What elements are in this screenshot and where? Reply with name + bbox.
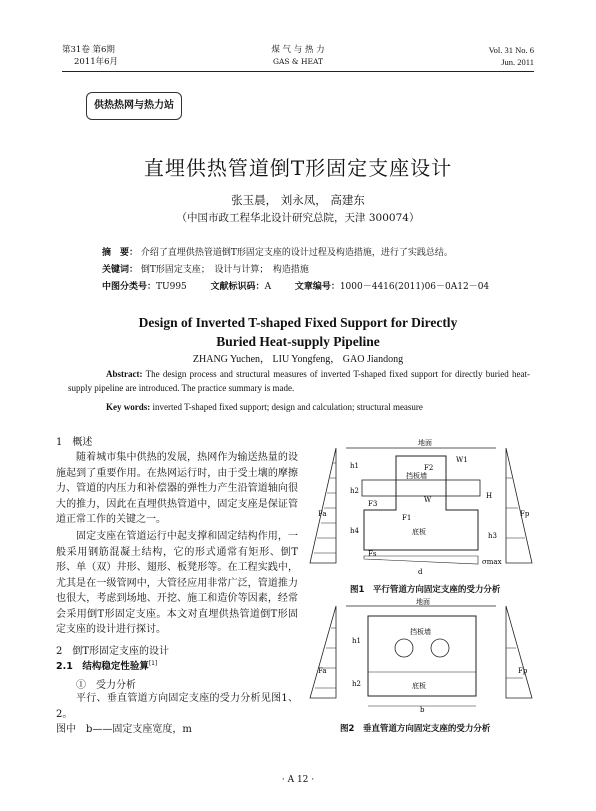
page-number: · A 12 · (281, 775, 315, 785)
figure-1-diagram (306, 438, 546, 580)
fig1-wall-label: 挡板墙 (406, 472, 427, 480)
clc-value: TU995 (156, 282, 187, 292)
keywords-cn-label: 关键词： (102, 265, 139, 275)
volume-en: Vol. 31 No. 6 (488, 45, 534, 55)
section-2-1-paragraph: 平行、垂直管道方向固定支座的受力分析见图1、2。 (56, 693, 298, 720)
legend-b: 图中 b——固定支座宽度，m (56, 724, 192, 735)
keywords-en-label: Key words: (106, 402, 151, 412)
fig2-base-label: 底板 (412, 682, 426, 690)
fig1-label-W: W (424, 496, 432, 504)
title-en-line-2: Buried Heat-supply Pipeline (216, 334, 380, 349)
journal-title-cn: 煤 气 与 热 力 (271, 45, 325, 55)
fig1-label-h3: h3 (488, 532, 497, 540)
journal-title-en: GAS & HEAT (272, 57, 323, 66)
fig2-wall-label: 挡板墙 (410, 628, 431, 636)
abstract-en-text: The design process and structural measures of inverted T-shaped fixed support for directly buried heat-supply pipeline are introduced. The practice summary is made. (68, 369, 530, 393)
doc-code-label: 文献标识码： (210, 282, 265, 292)
fig2-label-Fp: Fp (518, 667, 528, 675)
fig1-label-h1: h1 (350, 462, 359, 470)
fig1-label-sigma: σmax (482, 558, 502, 566)
keywords-en (106, 402, 423, 412)
fig1-label-Fa-left: Fa (318, 510, 327, 518)
keywords-en-text: inverted T-shaped fixed support; design and calculation; structural measure (152, 402, 423, 412)
fig1-label-h4: h4 (350, 527, 359, 535)
fig1-label-Fp-right: Fp (520, 510, 530, 518)
fig1-label-F3: F3 (368, 500, 378, 508)
classification-line (102, 280, 489, 294)
citation-ref: [1] (148, 659, 158, 667)
affiliation-cn: （中国市政工程华北设计研究总院，天津 300074） (176, 212, 420, 224)
fig2-label-Fa: Fa (318, 667, 327, 675)
fig1-label-F1: F1 (402, 514, 412, 522)
date-en: Jun. 2011 (501, 57, 534, 67)
doc-code-value: A (264, 282, 272, 292)
figure-2-diagram (306, 598, 546, 716)
title-en (0, 313, 596, 351)
issue-date: 2011年6月 (74, 57, 119, 67)
header-rule (62, 71, 534, 72)
section-2-1-title: 2.1 结构稳定性验算 (56, 661, 149, 672)
running-header-right (489, 44, 534, 68)
figure-2-caption: 图2 垂直管道方向固定支座的受力分析 (340, 724, 491, 734)
fig1-label-W1: W1 (456, 456, 468, 464)
title-en-line-1: Design of Inverted T-shaped Fixed Support for Directly (138, 315, 458, 330)
keywords-cn (102, 263, 309, 277)
fig1-label-h2: h2 (350, 487, 359, 495)
figure-1-caption: 图1 平行管道方向固定支座的受力分析 (350, 585, 501, 595)
clc-label: 中图分类号： (102, 282, 157, 292)
fig2-ground-label: 地面 (416, 598, 430, 606)
force-analysis-item: ① 受力分析 (76, 680, 136, 691)
section-1-heading: 1 概述 (56, 437, 93, 448)
authors-cn: 张玉晨， 刘永凤， 高建东 (231, 193, 365, 207)
section-1-paragraph-1: 随着城市集中供热的发展，热网作为输送热量的设施起到了重要作用。在热网运行时，由于受土壤的摩擦力、管道的内压力和补偿器的弹性力产生沿管道轴向很大的推力，因此在直埋供热管道中，固定支座是保证管道正常工作的关键之一。 (56, 452, 298, 525)
keywords-cn-text: 倒T形固定支座； 设计与计算； 构造措施 (140, 265, 309, 275)
title-cn: 直埋供热管道倒T形固定支座设计 (143, 156, 453, 180)
abstract-en-label: Abstract: (106, 369, 143, 379)
fig1-label-H: H (486, 492, 493, 500)
abstract-en (68, 367, 530, 395)
authors-en: ZHANG Yuchen， LIU Yongfeng， GAO Jiandong (192, 354, 404, 365)
fig1-label-F2: F2 (424, 464, 434, 472)
article-no-value: 1000－4416(2011)06－0A12－04 (339, 282, 490, 292)
volume-issue: 第31卷 第6期 (62, 45, 115, 55)
section-2-heading: 2 倒T形固定支座的设计 (56, 646, 170, 657)
fig1-label-Fs: Fs (368, 550, 377, 558)
section-2-1-heading (56, 658, 157, 672)
fig1-ground-label: 地面 (418, 439, 432, 447)
section-1-paragraph-2: 固定支座在管道运行中起支撑和固定结构作用，一般采用钢筋混凝土结构，它的形式通常有矩形、倒T形、单（双）井形、翅形、板凳形等。在工程实践中，尤其是在一级管网中，大管径应用非常广泛，管道推力也很大，考虑到场地、开挖、施工和造价等因素，经常会采用倒T形固定支座。本文对直埋供热管道倒T形固定支座的设计进行探讨。 (56, 531, 298, 635)
abstract-cn-text: 介绍了直埋供热管道倒T形固定支座的设计过程及构造措施，进行了实践总结。 (140, 248, 453, 258)
fig1-base-label: 底板 (412, 528, 426, 536)
section-label: 供热热网与热力站 (86, 92, 182, 120)
fig1-label-d: d (418, 568, 423, 576)
abstract-cn-label: 摘 要： (102, 248, 139, 258)
article-no-label: 文章编号： (294, 282, 340, 292)
abstract-cn (102, 246, 453, 260)
fig2-label-h1: h1 (352, 637, 361, 645)
fig2-label-h2: h2 (352, 680, 361, 688)
fig2-label-b: b (420, 706, 425, 714)
